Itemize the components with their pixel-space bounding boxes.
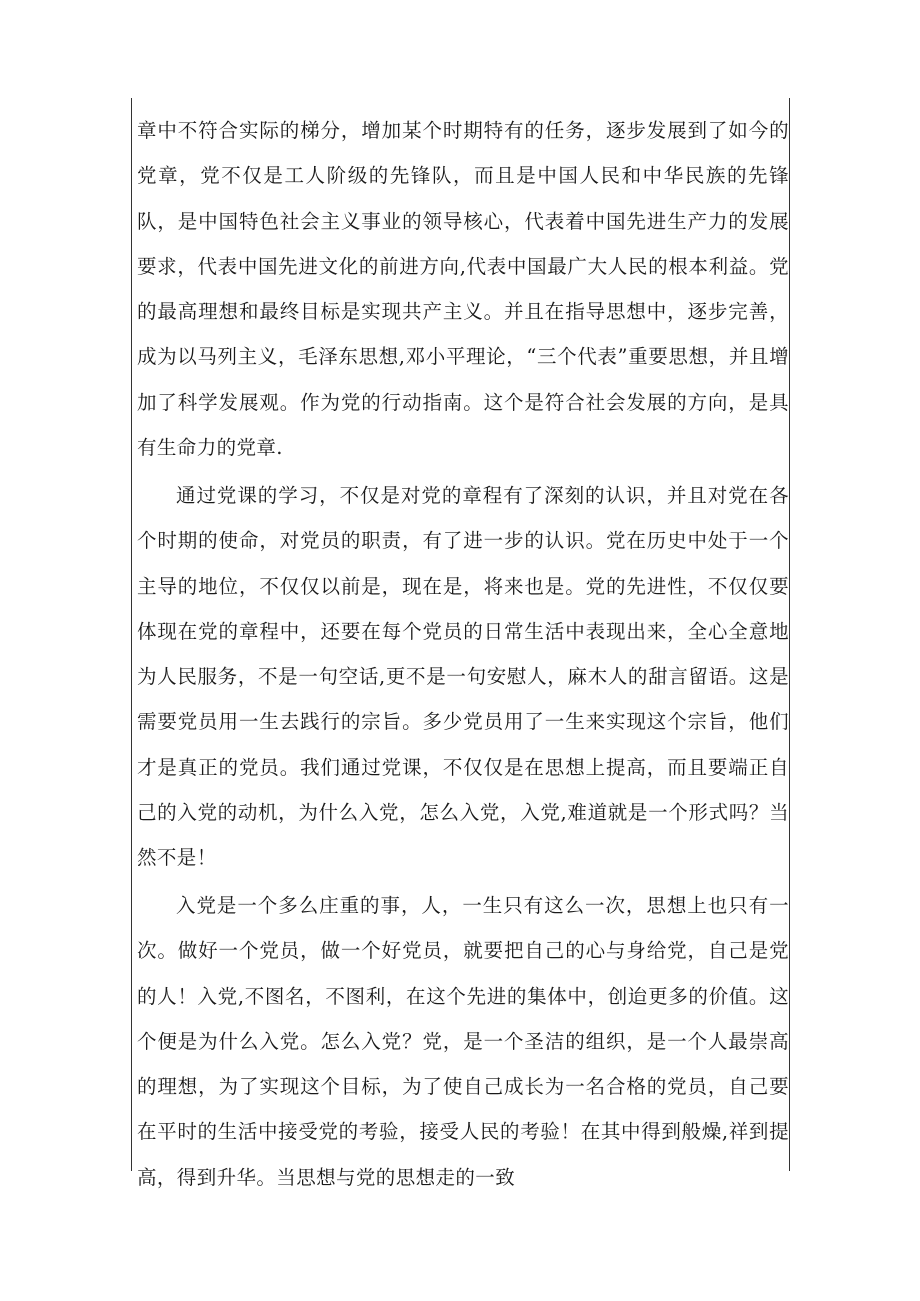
- paragraph-2: 通过党课的学习，不仅是对党的章程有了深刻的认识，并且对党在各个时期的使命，对党员的职责，有了进一步的认识。党在历史中处于一个主导的地位，不仅仅以前是，现在是，将来也是。党的先进性，不仅仅要体现在党的章程中，还要在每个党员的日常生活中表现出来，全心全意地为人民服务，不是一句空话,更不是一句安慰人，麻木人的甜言留语。这是需要党员用一生去践行的宗旨。多少党员用了一生来实现这个宗旨，他们才是真正的党员。我们通过党课，不仅仅是在思想上提高，而且要端正自己的入党的动机，为什么入党，怎么入党，入党,难道就是一个形式吗？当然不是！: [137, 484, 789, 870]
- paragraph-1: 章中不符合实际的梯分，增加某个时期特有的任务，逐步发展到了如今的党章，党不仅是工人阶级的先锋队，而且是中国人民和中华民族的先锋队，是中国特色社会主义事业的领导核心，代表着中国先进生产力的发展要求，代表中国先进文化的前进方向,代表中国最广大人民的根本利益。党的最高理想和最终目标是实现共产主义。并且在指导思想中，逐步完善，成为以马列主义，毛泽东思想,邓小平理论，“三个代表”重要思想，并且增加了科学发展观。作为党的行动指南。这个是符合社会发展的方向，是具有生命力的党章.: [137, 119, 789, 460]
- paragraph-3: 入党是一个多么庄重的事，人，一生只有这么一次，思想上也只有一次。做好一个党员，做一个好党员，就要把自己的心与身给党，自己是党的人！入党,不图名，不图利，在这个先进的集体中，创迨更多的价值。这个便是为什么入党。怎么入党？党，是一个圣洁的组织，是一个人最崇高的理想，为了实现这个目标，为了使自己成长为一名合格的党员，自己要在平时的生活中接受党的考验，接受人民的考验！在其中得到般燥,祥到提高，得到升华。当思想与党的思想走的一致: [137, 894, 789, 1189]
